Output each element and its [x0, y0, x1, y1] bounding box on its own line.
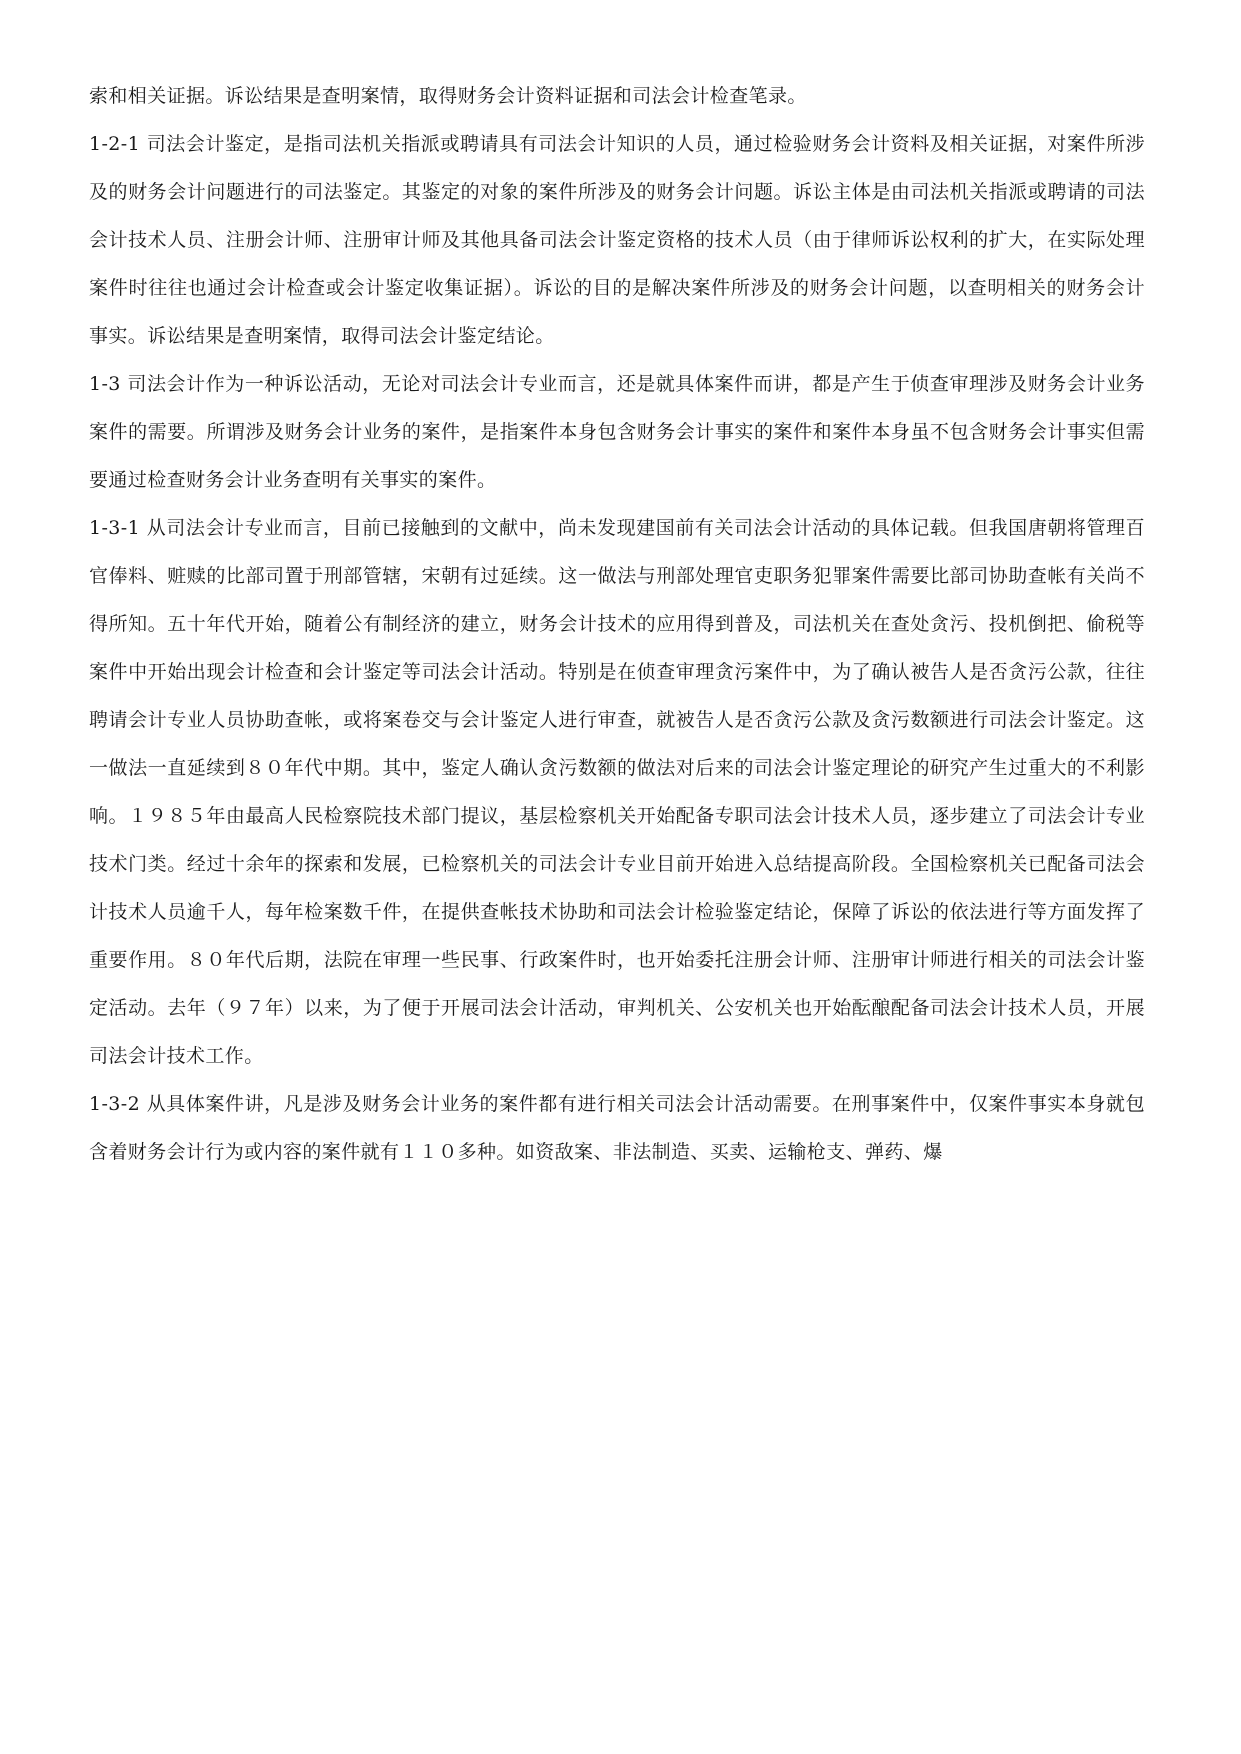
paragraph-1-3: 1-3 司法会计作为一种诉讼活动，无论对司法会计专业而言，还是就具体案件而讲，都是产生于侦查审理涉及财务会计业务案件的需要。所谓涉及财务会计业务的案件，是指案件本身包含财务会计事实的案件和案件本身虽不包含财务会计事实但需要通过检查财务会计业务查明有关事实的案件。	[89, 373, 1145, 491]
document-body	[89, 72, 1145, 1176]
paragraph-1-3-2: 1-3-2 从具体案件讲，凡是涉及财务会计业务的案件都有进行相关司法会计活动需要。在刑事案件中，仅案件事实本身就包含着财务会计行为或内容的案件就有１１０多种。如资敌案、非法制造、买卖、运输枪支、弹药、爆	[89, 1093, 1145, 1163]
paragraph-1-2-1: 1-2-1 司法会计鉴定，是指司法机关指派或聘请具有司法会计知识的人员，通过检验财务会计资料及相关证据，对案件所涉及的财务会计问题进行的司法鉴定。其鉴定的对象的案件所涉及的财务会计问题。诉讼主体是由司法机关指派或聘请的司法会计技术人员、注册会计师、注册审计师及其他具备司法会计鉴定资格的技术人员（由于律师诉讼权利的扩大，在实际处理案件时往往也通过会计检查或会计鉴定收集证据）。诉讼的目的是解决案件所涉及的财务会计问题，以查明相关的财务会计事实。诉讼结果是查明案情，取得司法会计鉴定结论。	[89, 133, 1145, 347]
paragraph-1-3-1: 1-3-1 从司法会计专业而言，目前已接触到的文献中，尚未发现建国前有关司法会计活动的具体记载。但我国唐朝将管理百官俸料、赃赎的比部司置于刑部管辖，宋朝有过延续。这一做法与刑部处理官吏职务犯罪案件需要比部司协助查帐有关尚不得所知。五十年代开始，随着公有制经济的建立，财务会计技术的应用得到普及，司法机关在查处贪污、投机倒把、偷税等案件中开始出现会计检查和会计鉴定等司法会计活动。特别是在侦查审理贪污案件中，为了确认被告人是否贪污公款，往往聘请会计专业人员协助查帐，或将案卷交与会计鉴定人进行审查，就被告人是否贪污公款及贪污数额进行司法会计鉴定。这一做法一直延续到８０年代中期。其中，鉴定人确认贪污数额的做法对后来的司法会计鉴定理论的研究产生过重大的不利影响。１９８５年由最高人民检察院技术部门提议，基层检察机关开始配备专职司法会计技术人员，逐步建立了司法会计专业技术门类。经过十余年的探索和发展，已检察机关的司法会计专业目前开始进入总结提高阶段。全国检察机关已配备司法会计技术人员逾千人，每年检案数千件，在提供查帐技术协助和司法会计检验鉴定结论，保障了诉讼的依法进行等方面发挥了重要作用。８０年代后期，法院在审理一些民事、行政案件时，也开始委托注册会计师、注册审计师进行相关的司法会计鉴定活动。去年（９７年）以来，为了便于开展司法会计活动，审判机关、公安机关也开始酝酿配备司法会计技术人员，开展司法会计技术工作。	[89, 517, 1145, 1067]
paragraph-intro-continuation: 索和相关证据。诉讼结果是查明案情，取得财务会计资料证据和司法会计检查笔录。	[89, 85, 807, 107]
